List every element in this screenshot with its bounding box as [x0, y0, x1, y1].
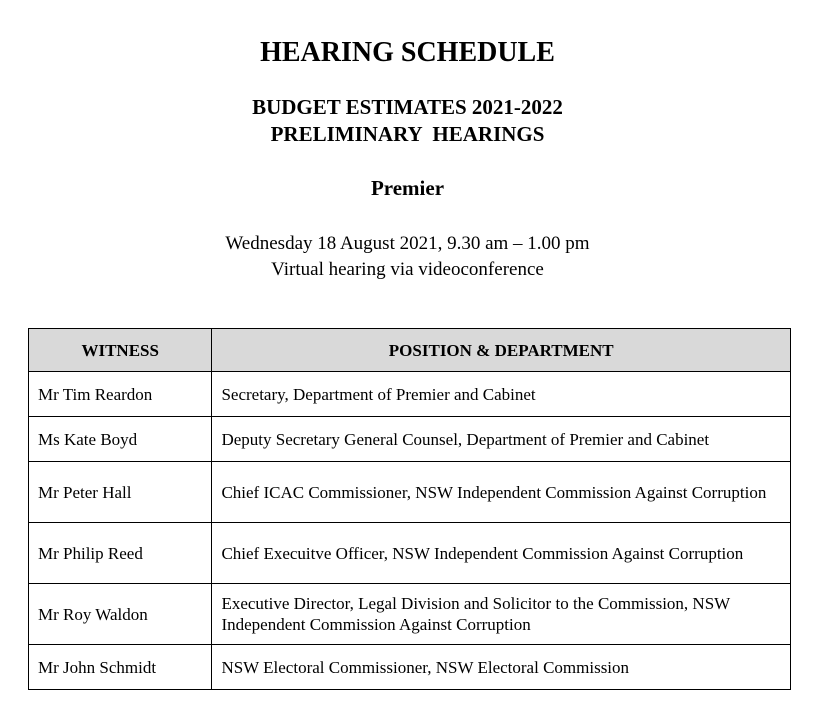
witness-position: Executive Director, Legal Division and Solicitor to the Commission, NSW Independent Commission Against Corruption	[212, 584, 791, 645]
witness-schedule-table	[28, 328, 791, 690]
witness-position: Deputy Secretary General Counsel, Department of Premier and Cabinet	[212, 417, 791, 462]
witness-name: Mr Tim Reardon	[29, 372, 212, 417]
witness-name: Mr Roy Waldon	[29, 584, 212, 645]
hearing-datetime: Wednesday 18 August 2021, 9.30 am – 1.00 pm	[225, 233, 590, 254]
table-row	[29, 584, 791, 645]
table-row	[29, 523, 791, 584]
column-header-position: POSITION & DEPARTMENT	[212, 329, 791, 372]
hearing-venue: Virtual hearing via videoconference	[271, 259, 544, 280]
witness-name: Mr Peter Hall	[29, 462, 212, 523]
subtitle-preliminary-hearings: PRELIMINARY HEARINGS	[270, 122, 545, 146]
witness-position: NSW Electoral Commissioner, NSW Electoral Commission	[212, 645, 791, 690]
witness-name: Ms Kate Boyd	[29, 417, 212, 462]
table-row	[29, 462, 791, 523]
witness-position: Chief Execuitve Officer, NSW Independent Commission Against Corruption	[212, 523, 791, 584]
column-header-witness: WITNESS	[29, 329, 212, 372]
witness-name: Mr Philip Reed	[29, 523, 212, 584]
table-row	[29, 372, 791, 417]
portfolio-heading: Premier	[370, 176, 445, 200]
table-header-row	[29, 329, 791, 372]
table-row	[29, 645, 791, 690]
subtitle-budget-estimates: BUDGET ESTIMATES 2021-2022	[252, 95, 563, 119]
table-row	[29, 417, 791, 462]
witness-position: Secretary, Department of Premier and Cabinet	[212, 372, 791, 417]
page-title: HEARING SCHEDULE	[260, 37, 555, 68]
witness-name: Mr John Schmidt	[29, 645, 212, 690]
witness-position: Chief ICAC Commissioner, NSW Independent Commission Against Corruption	[212, 462, 791, 523]
